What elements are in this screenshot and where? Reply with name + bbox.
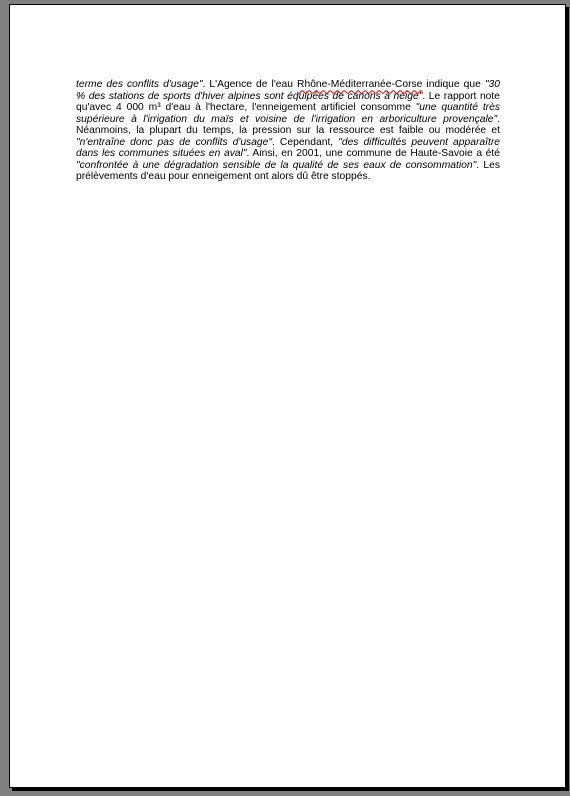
text-segment: . Ainsi, en 2001, une commune de Haute-Savoie a été	[246, 148, 500, 160]
text-segment: . Le rapport note qu'avec 4 000 m³ d'eau à l'hectare, l'enneigement artificiel consomme	[76, 90, 501, 114]
body-paragraph	[76, 79, 500, 183]
text-segment: . L'Agence de l'eau	[202, 79, 298, 91]
quote-confrontee: "confrontée à une dégradation sensible de la qualité de ses eaux de consommation"	[76, 159, 477, 171]
text-segment: . Néanmoins, la plupart du temps, la pression sur la ressource est faible ou modérée et	[76, 113, 500, 137]
quote-conflits: terme des conflits d'usage"	[76, 79, 203, 91]
text-segment: . Les prélèvements d'eau pour enneigement ont alors dû être stoppés.	[76, 159, 500, 183]
text-segment: indique que	[422, 79, 485, 91]
quote-difficultes: "des difficultés peuvent apparaître dans les communes situées en aval"	[76, 136, 500, 160]
spellcheck-flagged-word[interactable]: Rhône-Méditerranée-Corse	[297, 79, 423, 91]
quote-quantite: "une quantité très supérieure à l'irrigation du maïs et voisine de l'irrigation en arboriculture provençale"	[76, 102, 500, 125]
text-segment: . Cependant,	[272, 136, 339, 148]
quote-entraine: "n'entraîne donc pas de conflits d'usage"	[76, 136, 273, 148]
quote-stations: "30 % des stations de sports d'hiver alpines sont équipées de canons à neige"	[76, 79, 500, 102]
document-page	[9, 4, 566, 788]
